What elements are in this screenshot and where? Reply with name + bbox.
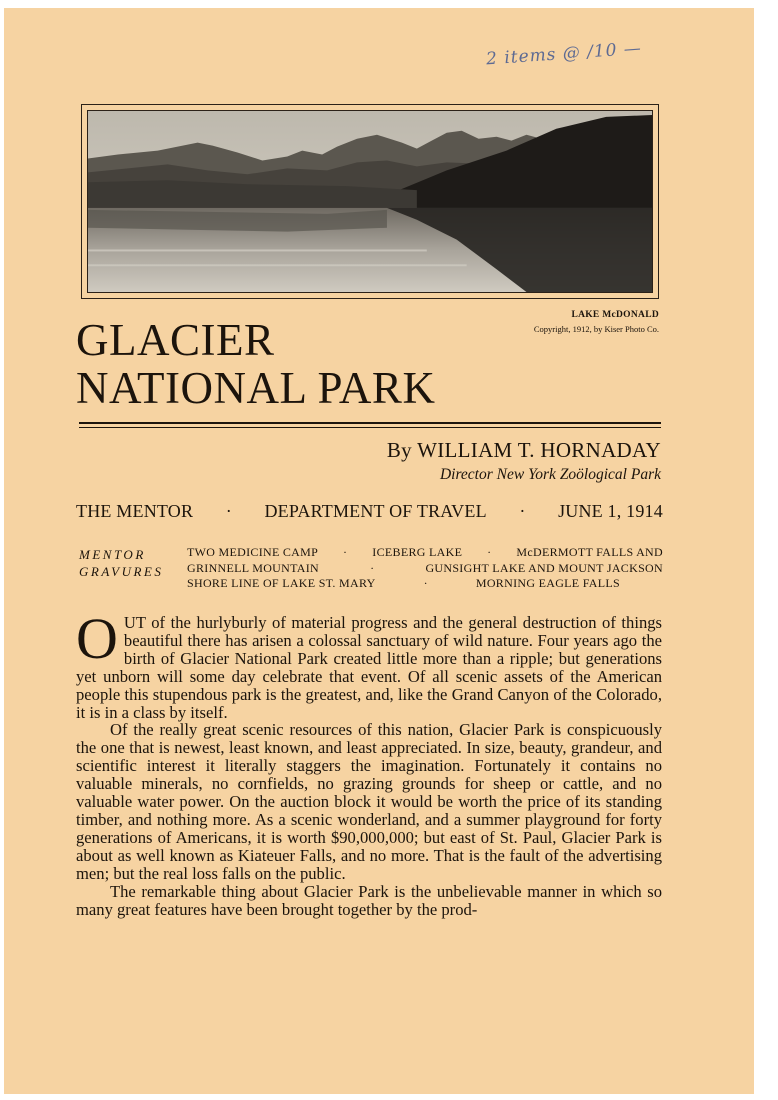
gravures-label [79,546,163,580]
author-byline: By WILLIAM T. HORNADAY [386,438,661,462]
gravures-row [187,576,620,592]
lake-mcdonald-photo [81,104,659,299]
masthead-separator: · [225,501,232,521]
drop-cap: O [76,606,118,671]
photo-copyright: Copyright, 1912, by Kiser Photo Co. [533,324,659,334]
gravure-item: McDERMOTT FALLS AND [516,545,663,559]
gravure-item: ICEBERG LAKE [372,545,463,559]
gravure-item: GUNSIGHT LAKE AND MOUNT JACKSON [425,560,663,575]
author-position: Director New York Zoölogical Park [439,466,661,483]
masthead-date: JUNE 1, 1914 [558,501,663,521]
title-line-1: GLACIER [76,315,275,365]
title-rule-thick [79,422,661,424]
gravure-separator: · [487,545,492,559]
masthead-publication: THE MENTOR [76,501,194,521]
document-page [4,8,754,1094]
gravures-label-line-2: GRAVURES [79,564,164,579]
paragraph-1-text: UT of the hurlyburly of material progress and the general destruction of things beautiful there has arisen a colossal sanctuary of wild nature. Four years ago the birth of Glacier National Park created little more than a ripple; but generations yet unborn will some day celebrate that event. Of all scenic assets of the American people this stupendous park is the greatest, and, like the Grand Canyon of the Colorado, it is in a class by itself. [76,613,662,722]
gravure-separator: · [370,560,375,575]
article-paragraph: Of the really great scenic resources of this nation, Glacier Park is conspicuously the one that is newest, least known, and least appreciated. In size, beauty, grandeur, and scientific interest it literally staggers the imagination. Fortunately it contains no valuable minerals, no cornfields, no grazing grounds for sheep or cattle, and no valuable water power. On the auction block it would be worth the price of its standing timber, and nothing more. As a scenic wonderland, and a summer playground for forty generations of Americans, it is worth $90,000,000; but east of St. Paul, Glacier Park is about as well known as Kiateuer Falls, and no more. That is the fault of the advertising men; but the real loss falls on the public. [76,720,662,883]
gravures-list [187,545,663,592]
masthead-department: DEPARTMENT OF TRAVEL [264,501,487,521]
masthead-separator: · [519,501,526,521]
gravure-item: SHORE LINE OF LAKE ST. MARY [187,576,376,590]
gravure-item: TWO MEDICINE CAMP [187,545,319,559]
photo-caption: LAKE McDONALD [571,310,659,320]
title-line-2: NATIONAL PARK [76,363,436,413]
gravure-item: GRINNELL MOUNTAIN [187,560,320,575]
gravures-row [187,561,663,577]
title-rule-thin [79,427,661,428]
masthead [76,501,663,522]
article-paragraph [76,606,662,722]
gravures-label-line-1: MENTOR [79,547,146,562]
article-body [76,606,662,919]
handwritten-note: 2 items @ /10 — [485,38,643,70]
gravure-separator: · [423,576,428,590]
gravure-separator: · [343,545,348,559]
scan-background [754,8,778,1094]
gravures-row [187,545,663,561]
gravure-item: MORNING EAGLE FALLS [475,576,620,590]
lake-photo-image [87,110,653,293]
article-paragraph: The remarkable thing about Glacier Park is the unbelievable manner in which so many great features have been brought together by the prod- [76,881,662,919]
page-title [76,316,435,412]
